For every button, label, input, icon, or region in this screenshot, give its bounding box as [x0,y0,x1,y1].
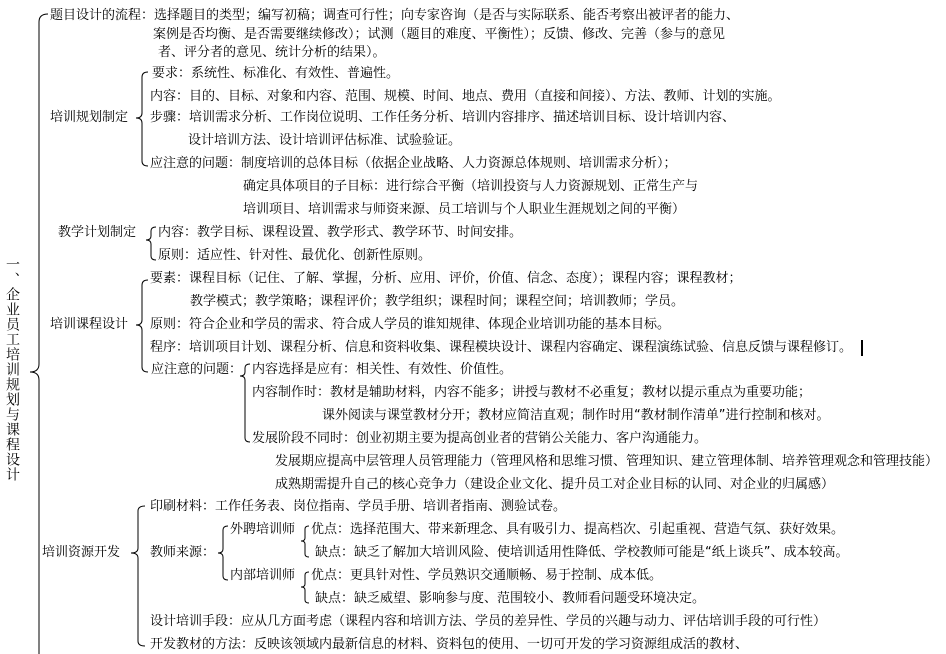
teaching-plan-principle: 原则：适应性、针对性、最优化、创新性原则。 [158,248,432,263]
course-notes-label: 应注意的问题： [151,362,243,377]
course-notes-item: 发展阶段不同时：创业初期主要为提高创业者的营销公关能力、客户沟通能力。 [252,431,708,446]
resource-development-label: 培训资源开发 [42,545,121,560]
topic-design-flow-line: 者、评分者的意见、统计分析的结果）。 [158,45,386,60]
internal-trainer-pros: 优点：更具针对性、学员熟识交通顺畅、易于控制、成本低。 [311,568,663,583]
text-cursor [861,340,863,356]
course-design-label: 培训课程设计 [50,317,129,332]
teaching-plan-content: 内容：教学目标、课程设置、教学形式、教学环节、时间安排。 [158,225,523,240]
design-training-means: 设计培训手段：应从几方面考虑（课程内容和培训方法、学员的差异性、学员的兴趣与动力、评估培训手段的可行性） [150,614,827,629]
course-notes-item-cont: 成熟期需提升自己的核心竞争力（建设企业文化、提升员工对企业目标的认同、对企业的归属感） [275,477,835,492]
training-plan-content: 内容：目的、目标、对象和内容、范围、规模、时间、地点、费用（直接和间接）、方法、教师、计划的实施。 [150,89,781,104]
internal-trainer-cons: 缺点：缺乏威望、影响参与度、范围较小、教师看问题受环境决定。 [315,591,706,606]
printed-materials: 印刷材料：工作任务表、岗位指南、学员手册、培训者指南、测验试卷。 [150,499,567,514]
internal-trainer-brace [301,572,309,603]
course-notes-item-cont: 课外阅读与课堂教材分开；教材应简洁直观；制作时用“教材制作清单”进行控制和核对。 [322,408,830,423]
training-plan-brace [136,72,148,166]
training-plan-steps-cont: 设计培训方法、设计培训评估标准、试验验证。 [188,133,462,148]
external-trainer-brace [301,526,309,557]
topic-design-flow-line: 题目设计的流程：选择题目的类型；编写初稿；调查可行性；向专家咨询（是否与实际联系、能否考察出被评者的能力、 [50,8,740,23]
course-design-elements: 要素：课程目标（记住、了解、掌握，分析、应用、评价，价值、信念、态度）；课程内容；课程教材； [150,271,742,286]
course-notes-item: 内容制作时：教材是辅助材料，内容不能多；讲授与教材不必重复；教材以提示重点为重要功能； [252,385,812,400]
course-notes-item-cont: 发展期应提高中层管理人员管理能力（管理风格和思维习惯、管理知识、建立管理体制、培养管理观念和管理技能） [275,454,939,469]
external-trainer-pros: 优点：选择范围大、带来新理念、具有吸引力、提高档次、引起重视、营造气氛、获好效果。 [311,522,845,537]
training-plan-steps: 步骤：培训需求分析、工作岗位说明、工作任务分析、培训内容排序、描述培训目标、设计培训内容、 [150,110,736,125]
course-design-brace [136,280,148,372]
teaching-plan-label: 教学计划制定 [58,225,137,240]
develop-materials-methods: 开发教材的方法：反映该领域内最新信息的材料、资料包的使用、一切可开发的学习资源组成活的教材、 [150,637,749,652]
teacher-sources-brace [218,526,228,580]
training-plan-notes: 应注意的问题：制度培训的总体目标（依据企业战略、人力资源总体规则、培训需求分析）； [150,156,677,171]
teaching-plan-brace [146,227,156,260]
topic-design-flow-line: 案例是否均衡、是否需要继续修改）；试测（题目的难度、平衡性）；反馈、修改、完善（参与的意见 [153,27,726,42]
course-design-elements-cont: 教学模式；教学策略；课程评价；教学组织；课程时间；课程空间；培训教师；学员。 [190,294,685,309]
training-plan-notes-cont: 确定具体项目的子目标：进行综合平衡（培训投资与人力资源规划、正常生产与 [243,179,699,194]
course-design-principle: 原则：符合企业和学员的需求、符合成人学员的谁知规律、体现企业培训功能的基本目标。 [150,317,671,332]
teacher-sources-label: 教师来源： [150,545,216,560]
external-trainer-cons: 缺点：缺乏了解加大培训风险、使培训适用性降低、学校教师可能是“纸上谈兵”、成本较高。 [315,545,849,560]
course-design-procedure: 程序：培训项目计划、课程分析、信息和资料收集、课程模块设计、课程内容确定、课程演练试验、信息反馈与课程修订。 [150,340,853,355]
internal-trainer-label: 内部培训师 [230,568,296,583]
training-plan-notes-cont: 培训项目、培训需求与师资来源、员工培训与个人职业生涯规划之间的平衡） [243,202,686,217]
resource-development-brace [131,506,145,646]
chapter-title: 一、企业员工培训规划与课程设计 [4,257,20,482]
course-notes-item: 内容选择是应有：相关性、有效性、价值性。 [252,362,513,377]
external-trainer-label: 外聘培训师 [230,522,296,537]
training-plan-requirements: 要求：系统性、标准化、有效性、普遍性。 [152,66,400,81]
training-plan-label: 培训规划制定 [50,110,129,125]
